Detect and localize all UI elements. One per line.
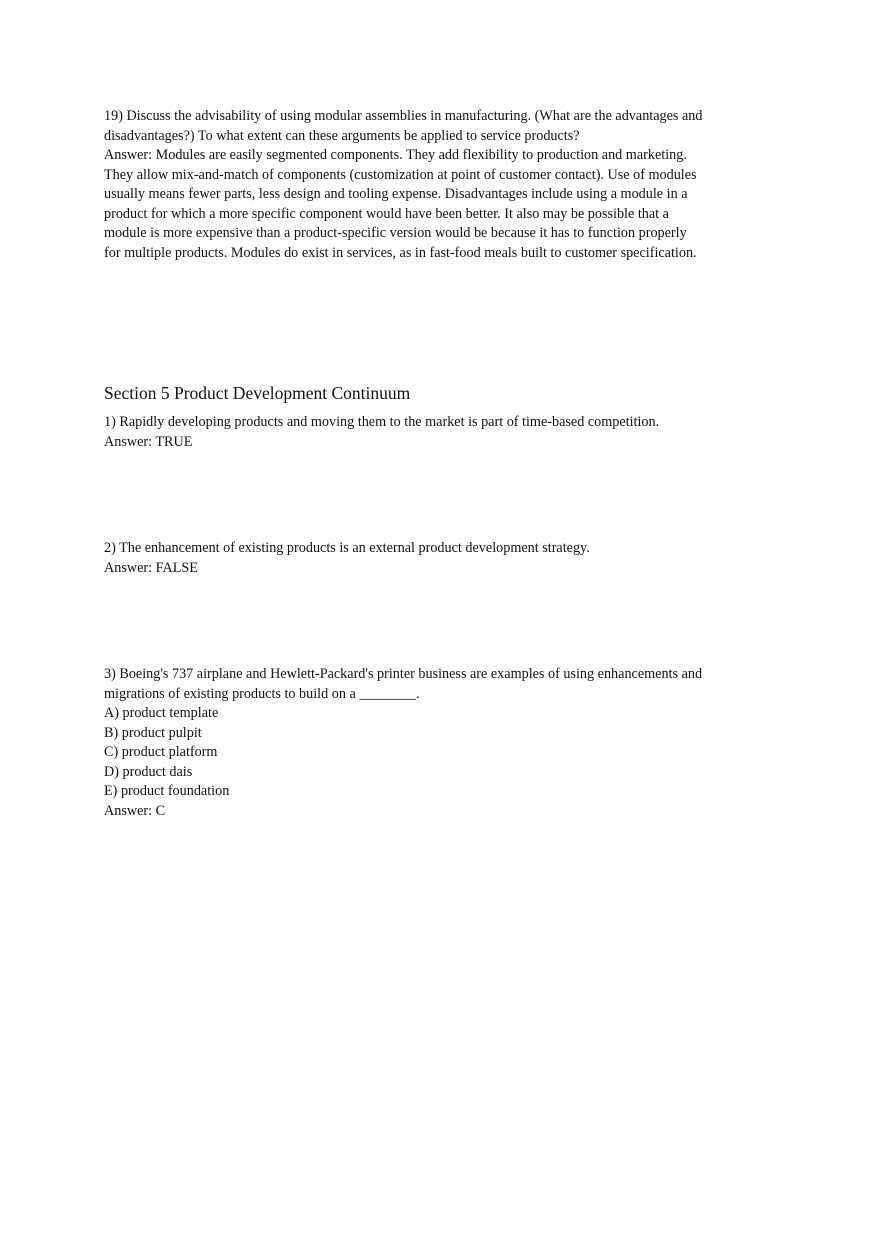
question-19-answer-line-2: They allow mix-and-match of components (customization at point of customer contact). Use of modules <box>104 166 697 183</box>
question-3-option-d: D) product dais <box>104 763 193 780</box>
question-3-text-line-2: migrations of existing products to build on a ________. <box>104 685 420 702</box>
question-3-text-line-1: 3) Boeing's 737 airplane and Hewlett-Packard's printer business are examples of using enhancements and <box>104 666 703 682</box>
question-2-text: 2) The enhancement of existing products is an external product development strategy. <box>104 540 590 556</box>
question-1 <box>104 413 659 452</box>
question-19-answer-line-6: for multiple products. Modules do exist in services, as in fast-food meals built to customer specification. <box>104 244 697 261</box>
question-2-answer: Answer: FALSE <box>104 559 198 576</box>
question-3 <box>104 665 702 821</box>
question-2 <box>104 539 590 578</box>
section-title: Section 5 Product Development Continuum <box>104 383 411 403</box>
question-19-answer-line-1: Answer: Modules are easily segmented components. They add flexibility to production and marketing. <box>104 147 687 163</box>
question-3-option-c: C) product platform <box>104 744 218 760</box>
question-3-option-b: B) product pulpit <box>104 724 202 741</box>
question-19-answer-line-3: usually means fewer parts, less design and tooling expense. Disadvantages include using a module in a <box>104 186 688 202</box>
question-3-option-e: E) product foundation <box>104 783 230 799</box>
question-1-answer: Answer: TRUE <box>104 433 193 450</box>
question-19-text-line-2: disadvantages?) To what extent can these arguments be applied to service products? <box>104 127 580 144</box>
question-3-answer: Answer: C <box>104 802 166 819</box>
question-1-text: 1) Rapidly developing products and moving them to the market is part of time-based competition. <box>104 414 660 430</box>
question-19 <box>104 107 744 263</box>
question-19-answer-line-5: module is more expensive than a product-specific version would be because it has to function properly <box>104 225 687 241</box>
question-3-option-a: A) product template <box>104 705 219 721</box>
question-19-text-line-1: 19) Discuss the advisability of using modular assemblies in manufacturing. (What are the advantages and <box>104 108 703 124</box>
question-19-answer-line-4: product for which a more specific component would have been better. It also may be possible that a <box>104 205 669 222</box>
